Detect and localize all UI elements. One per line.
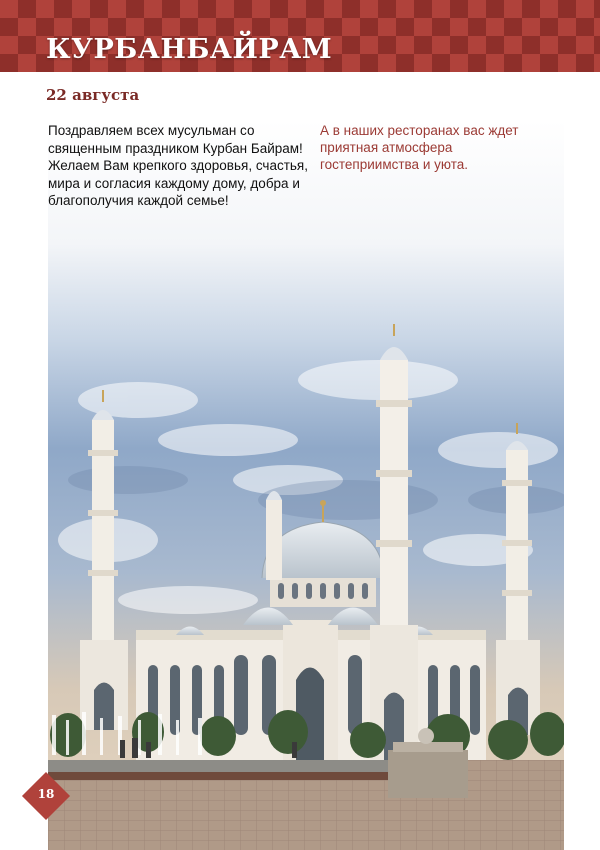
- greeting-paragraph-1: Поздравляем всех мусульман со священным праздником Курбан Байрам!: [48, 123, 303, 156]
- header-banner: [0, 0, 600, 72]
- page-title: КУРБАНБАЙРАМ: [46, 34, 333, 65]
- greeting-text: [48, 122, 308, 210]
- date-heading: 22 августа: [46, 86, 140, 104]
- restaurant-text: А в наших ресторанах вас ждет приятная атмосфера гостеприимства и уюта.: [320, 123, 519, 172]
- greeting-paragraph-2: Желаем Вам крепкого здоровья, счастья, мира и согласия каждому дому, добра и благополучия каждой семье!: [48, 158, 308, 208]
- page-number: 18: [37, 787, 55, 801]
- mosque-photo: [48, 120, 564, 850]
